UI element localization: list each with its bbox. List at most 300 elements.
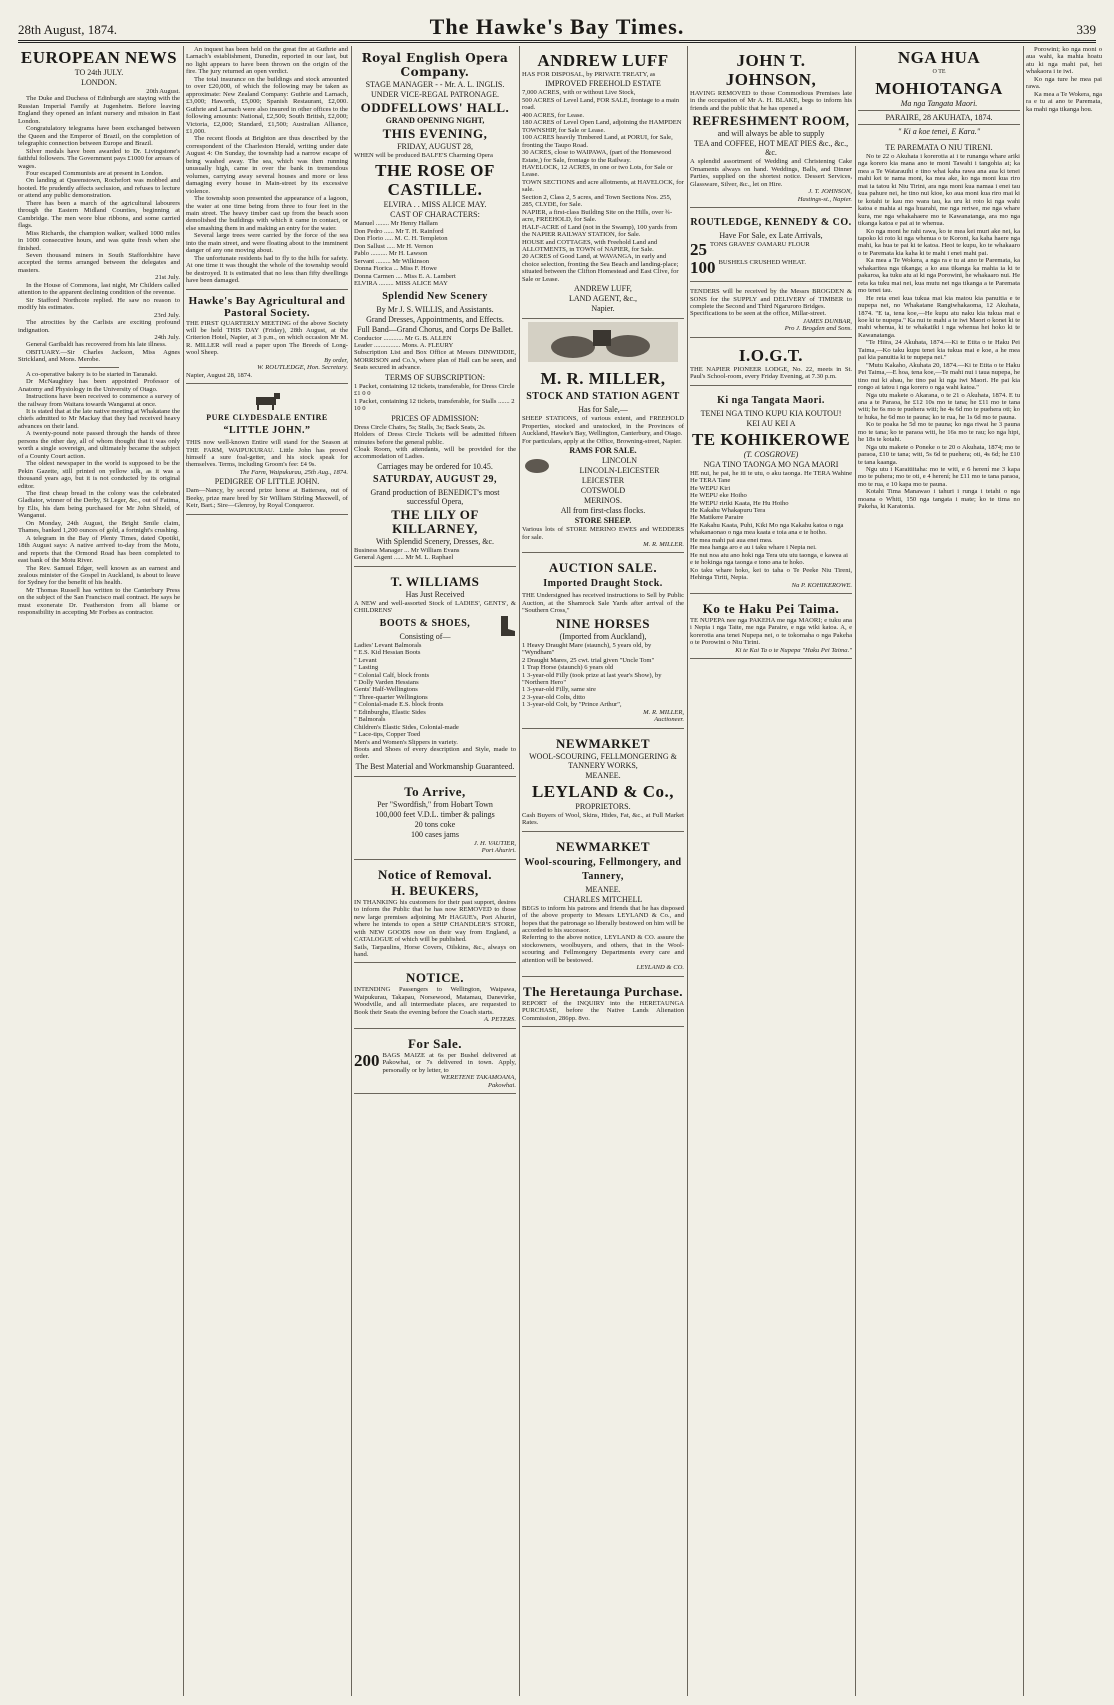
land-item: TOWN SECTIONS and acre allotments, at HAVELOCK, for sale. <box>522 178 684 194</box>
lead-role: ELVIRA . . MISS ALICE MAY. <box>383 200 487 210</box>
news-paragraph: No te 22 o Akuhata i korerotia ai i te runanga whare ariki nga korero kia mana ano te moni Tawahi i tangohia ai; ka mea a Te Watarauihi e tino whai kaha rawa ana aua ki tenei mahi kei te nama moni, ka mea ake, ko nga moni kua riro mai ia tatou ki Niu Tirini, ara nga moni kua namaa i enei tau kua pahure nei, he tino nui kioe, ko aua moni kua riro mai ki te kotahi te kau mo wara tau, ka uru ki roto ki nga wahi katoa e mahia ai nga huarahi, me nga reriwe, me nga whare kura, me nga whakahaere mo te Kawanatanga, ara mo nga tikanga katoa e pai ai te whenua. <box>858 153 1020 228</box>
goods-item: He nui noa atu ano hoki nga Tera utu utu taonga, e kawea ai e te hokinga nga taonga e tono ana te hoko. <box>690 551 848 567</box>
column-rule <box>351 46 352 1696</box>
has-for-sale: Has for Sale,— <box>578 405 628 415</box>
cast-heading: CAST OF CHARACTERS: <box>390 210 480 220</box>
ad-body: THE FIRST QUARTERLY MEETING of the above Society will be held THIS DAY (Friday), 28th August, at the Criterion Hotel, Napier, at 3 p.m., on which occasion Mr M. R. MILLER will read a paper upon The Breeds of Long-wool Sheep. <box>186 319 348 357</box>
performance-date: FRIDAY, AUGUST 28, <box>397 142 473 151</box>
news-paragraph: Four escaped Communists are at present in London. <box>26 169 164 177</box>
news-paragraph: Instructions have been received to commence a survey of the railway from Waitara towards Wanganui at once. <box>18 393 180 408</box>
goods-item: He Kakahu Whakapuru Tera <box>690 506 766 514</box>
ad-line: TENEI NGA TINO KUPU KIA KOUTOU! <box>700 408 842 418</box>
land-item: Section 2, Class 2, 5 acres, and Town Sections Nos. 255, 285, CLYDE, for Sale. <box>522 193 672 209</box>
divider <box>919 139 959 140</box>
divider <box>79 367 119 368</box>
ad-title: Notice of Removal. <box>377 866 493 882</box>
boot-icon <box>496 615 516 637</box>
ad-signature: Pro J. Brogden and Sons. <box>784 325 852 333</box>
news-paragraph: Sir Stafford Northcote replied. He saw no reason to modify his estimates. <box>18 296 180 312</box>
lot-item: 1 3-year-old Filly, same sire <box>522 686 596 694</box>
news-paragraph: The township soon presented the appearance of a lagoon, the water at one time being from three to four feet in the main street. The heavy timber cast up from the beach soon demolished the buildings with which it came in contact, or else smashing them in and making an entry for the water. <box>186 195 348 232</box>
merchant-name: T. WILLIAMS <box>390 573 480 589</box>
opera-title: THE ROSE OF CASTILLE. <box>375 161 495 200</box>
cargo-item: 100 cases jams <box>411 829 459 839</box>
cast-item: Don Florio ..... M. C. H. Templeton <box>354 235 448 243</box>
obituary: OBITUARY.—Sir Charles Jackson, Miss Agnes Strickland, and Mons. Merobe. <box>18 348 180 364</box>
lot-item: 2 Draught Mares, 25 cwt. trial given "Uncle Tom" <box>522 656 655 664</box>
stock-item: " Edinburghs, Elastic Sides <box>354 708 426 716</box>
land-item: HOUSE and COTTAGES, with Freehold Land and ALLOTMENTS, in TOWN of NAPIER, for Sale. <box>522 238 658 253</box>
cast-item: Don Sallust ..... Mr H. Vernon <box>354 242 434 250</box>
flocks-note: All from first-class flocks. <box>560 506 646 516</box>
goods-item: He mea hanga aro e au i taku whare i Nepia nei. <box>690 544 817 552</box>
ad-routledge <box>690 211 852 282</box>
section-subheading: TO 24th JULY. <box>74 68 124 77</box>
scenery-note: With Splendid Scenery, Dresses, &c. <box>375 536 495 546</box>
news-paragraph: Ka mea a Te Wokera, nga ra e tu ai ano te Paremata, ka mahi nga tikanga hou. <box>1026 90 1102 113</box>
ad-title: Ko te Haku Pei Taima. <box>702 600 840 616</box>
merchant-name: H. BEUKERS, <box>391 882 479 898</box>
news-paragraph: Seven thousand miners in South Staffordshire have accepted the terms arranged between the delegates and masters. <box>18 251 180 274</box>
news-paragraph: Kotahi Tima Manawao i tahuri i runga i tetahi o nga moana o Whiti, 150 nga tangata i mate; ko te tima no Pakeha, ki Karatonia. <box>858 488 1020 511</box>
ad-clydesdale <box>186 387 348 515</box>
terms-item: 1 Packet, containing 12 tickets, transferable, for Stalls ....... 2 10 0 <box>354 397 515 413</box>
dateline: 24th July. <box>154 333 180 341</box>
merchant-name: CHARLES MITCHELL <box>563 894 643 904</box>
merchant-name: M. R. MILLER, <box>540 369 666 389</box>
news-paragraph: The unfortunate residents had to fly to the hills for safety. At one time it was thought the whole of the township would be destroyed. It is estimated that no less than fifty dwellings have been damaged. <box>186 254 348 285</box>
lot-item: 1 Trap Horse (staunch) 6 years old <box>522 664 614 672</box>
ad-body: Specifications to be seen at the office, Millar-street. <box>690 310 827 318</box>
ad-newmarket-2 <box>522 835 684 977</box>
ad-body: THE NAPIER PIONEER LODGE, No. 22, meets in St. Paul's School-room, every Friday Evening, at 7.30 p.m. <box>690 365 852 381</box>
news-paragraph: An inquest has been held on the great fire at Guthrie and Larnach's establishment, Dunedin, reported in our last, but no light appears to have been thrown on the origin of the fire. The jury returned an open verdict. <box>186 46 348 76</box>
merchant-name: TE KOHIKEROWE <box>691 429 851 449</box>
ship: Per "Swordfish," from Hobart Town <box>377 799 493 809</box>
cast-list <box>354 220 516 287</box>
breed: COTSWOLD <box>580 486 626 496</box>
news-paragraph: The atrocities by the Carlists are exciting profound indignation. <box>18 319 180 334</box>
ad-date: Napier, August 28, 1874. <box>186 371 253 379</box>
news-paragraph: Miss Richards, the champion walker, walked 1000 miles in 1000 consecutive hours, and was quite fresh when she finished. <box>18 229 180 252</box>
ad-place: Pakowhai. <box>487 1081 516 1089</box>
land-item: 100 ACRES heavily Timbered Land, at PORUI, for Sale, fronting the Taupo Road. <box>522 134 673 149</box>
ad-footer: Boots and Shoes of every description and Style, made to order. <box>354 746 516 761</box>
scenery-by: By Mr J. S. WILLIS, and Assistants. <box>376 304 494 314</box>
refreshment-room: REFRESHMENT ROOM, <box>692 113 850 129</box>
ad-iogt <box>690 341 852 386</box>
lot-item: 2 3-year-old Colts, ditto <box>522 693 586 701</box>
ad-williams-boots <box>354 570 516 777</box>
news-paragraph: "Te Hiira, 24 Akuhata, 1874.—Ki te Etita o te Haku Pei Taima,—Ko taku kupu tenei kia tukua mai e koe, a he mea pai kia panuitia ki te nupepa nei." <box>858 339 1020 362</box>
news-paragraph: Silver medals have been awarded to Dr. Livingstone's faithful followers. The Government pays £1000 for arrears of wages. <box>18 147 180 170</box>
merchant-title: STOCK AND STATION AGENT <box>526 391 680 403</box>
goods-item: He Kakahu Kaata, Puhi, Kiki Mo nga Kakahu katoa o nga whakanaonao o nga mea kaata e toia ana e te hoiho. <box>690 521 844 537</box>
masthead <box>18 14 1096 43</box>
news-paragraph: Ko nga ture he mea pai rawa. <box>1026 75 1102 91</box>
stock-line <box>690 259 852 277</box>
ad-signature: M. R. MILLER, <box>643 708 684 716</box>
ad-body: HE nui, he pai, he iti te utu, o aku taonga. He TERA Wahine He TERA Tane <box>690 469 852 485</box>
stock-item: " Colonial-made E.S. block fronts <box>354 701 444 709</box>
ad-notice <box>354 966 516 1028</box>
breed: MERINOS. <box>583 496 622 506</box>
estate-heading: IMPROVED FREEHOLD ESTATE <box>545 79 661 89</box>
place-heading: LONDON. <box>81 78 117 87</box>
stock-description: BUSHELS CRUSHED WHEAT. <box>718 259 806 267</box>
leader: Leader ................ Mons. A. FLEURY <box>354 341 454 349</box>
news-paragraph: The total insurance on the buildings and stock amounted to over £20,000, of which the following may be taken as approximate: New Zealand Company: Guthrie and Larnach, £3,000; Haworth, £5,000; Spanish Restaurant, £2,000. Guthrie and Larnach were also insured in other offices to the following amounts: National, £2,500; South British, £2,000; Victoria, £2,000; Standard, £1,500; Australian Alliance, £1,000. <box>186 75 348 135</box>
ad-body: HAVING REMOVED to those Commodious Premises late in the occupation of Mr A. H. BLAKE, begs to inform his friends and the public that he has opened a <box>690 90 852 112</box>
pedigree-heading: PEDIGREE OF LITTLE JOHN. <box>214 477 320 487</box>
boots-heading: BOOTS & SHOES, <box>379 617 471 629</box>
news-paragraph: The recent floods at Brighton are thus described by the correspondent of the Charleston Herald, writing under date August 4: On Sunday, the township had a narrow escape of being washed away. The sea, which was then running unusually high, came in over the bank in tremendous volumes, carrying away several houses and more or less damaging every house in Main-street by its excessive violence. <box>186 135 348 195</box>
merchant-name: ANDREW LUFF <box>537 51 669 70</box>
opera-company: Royal English Opera Company. <box>361 51 509 79</box>
stock-item: Children's Elastic Sides, Colonial-made <box>354 723 459 731</box>
ad-subtitle: Imported Draught Stock. <box>543 578 663 590</box>
land-item: HALF-ACRE of Land (not in the Swamp), 100 yards from the NAPIER RAILWAY STATION, for Sale. <box>522 223 678 239</box>
land-item: 400 ACRES, for Lease. <box>522 111 585 119</box>
news-paragraph: He reta enei kua tukua mai kia matou kia panuitia e te nupepa nei, no Whakatane Rangiwhakaoma, 12 Akuhata, 1874. "E ta, tena koe,—He kupu atu naku kia tukua mai e koe ki te nupepa." Ka nui te mahi a te iwi Maori o konei ki te mahi whenua, ki te whakatiki i nga whenua hei hoko ki te Kawanatanga. <box>858 294 1020 339</box>
news-paragraph: Ngu utu i Karaitiitaha: mo te witi, e 6 herení me 3 kapa mo te puhera; mo te oti, e 4 herení; he £11 mo te tana paraoa, mo te rua, e 10 kapa mo te pauna. <box>858 466 1020 488</box>
dateline: 20th August. <box>146 88 180 95</box>
ad-agricultural-society <box>186 289 348 385</box>
ad-opera <box>354 46 516 567</box>
news-paragraph: The Rev. Samuel Edger, well known as an earnest and zealous minister of the Gospel in Auckland, is about to leave for Sydney for the benefit of his health. <box>18 564 180 587</box>
news-paragraph: Dr McNaughtey has been appointed Professor of Anatomy and Physiology in the University of Otago. <box>18 378 180 393</box>
imported: (Imported from Auckland), <box>559 631 647 641</box>
column-rule <box>687 46 688 1696</box>
cast-item: Donna Carmen .... Miss E. A. Lambert <box>354 272 456 280</box>
dresses: Grand Dresses, Appointments, and Effects. <box>366 314 504 324</box>
parliament-heading: TE PAREMATA O NIU TIRENI. <box>885 143 993 152</box>
ad-footer: Ko taku whare hoko, kei to taha o Te Peeke Niu Tireni, Hehinga Tiriti, Nepia. <box>690 566 852 582</box>
motto: " Ki a koe tenei, E Kara." <box>897 127 981 136</box>
goods-item: He Matikere Paraire <box>690 514 744 522</box>
breed: LINCOLN <box>601 456 638 466</box>
column-local-news <box>186 46 348 1696</box>
cloak-room: Cloak Room, with attendants, will be provided for the accommodation of Ladies. <box>354 445 516 461</box>
ad-body: For particulars, apply at the Office, Browning-street, Napier. <box>522 437 682 445</box>
cast-item: ELVIRA ......... MISS ALICE MAY <box>354 280 448 288</box>
ad-title: The Heretaunga Purchase. <box>523 983 683 999</box>
ad-signature: Ki te Kai Ta o te Nupepa "Haku Pei Taima." <box>735 646 852 654</box>
section-heading: EUROPEAN NEWS <box>20 48 178 67</box>
land-item: 20 ACRES of Good Land, at WAVANGA, in early and choice selection, fronting the Sea Beach and landing-place; situated between the Clifton Homestead and East Clive, for Sale or Lease. <box>522 253 679 283</box>
column-maori-news <box>858 46 1020 1696</box>
ad-heretaunga <box>522 980 684 1027</box>
news-paragraph: Nga utu makete o Poneke o te 20 o Akuhata, 1874; mo te paraoa, £10 te tana; witi, 5s 6d te puehera; oti, 4s 6d; he £10 te tana kaanga. <box>858 443 1020 466</box>
ad-newmarket <box>522 732 684 832</box>
breed: LEICESTER <box>581 476 625 486</box>
have-for-sale: Have For Sale, ex Late Arrivals, <box>719 231 823 241</box>
ad-title: For Sale. <box>407 1035 463 1051</box>
ad-to-arrive <box>354 780 516 860</box>
goods-item: He WEPU Kiri <box>690 484 731 492</box>
issue-date: 28th August, 1874. <box>18 22 117 37</box>
nine-horses: NINE HORSES <box>556 615 650 631</box>
page-number: 339 <box>1076 22 1096 37</box>
ad-miller <box>522 364 684 553</box>
ad-subtitle: Wool-scouring, Fellmongery, and Tannery, <box>524 856 682 882</box>
news-paragraph: On Monday, 24th August, the Bright Smile claim, Thames, banked 1,200 ounces of gold, a fortnight's crushing. <box>18 519 180 535</box>
ad-tenders <box>690 285 852 338</box>
ad-haku-pei-taima <box>690 597 852 659</box>
lot-item: 1 3-year-old Filly (took prize at last year's Show), by "Northern Hero" <box>522 671 662 687</box>
ad-signature: WERETENE TAKAMOANA, <box>440 1074 516 1082</box>
scenery: Splendid New Scenery <box>382 290 488 302</box>
news-paragraph: Several large trees were carried by the force of the sea into the main street, and were floating about to the imminent danger of any one moving about. <box>186 232 348 255</box>
ad-line: KEI AU KEI A <box>746 418 796 428</box>
stock-item: " Dolly Varden Hessians <box>354 678 419 686</box>
news-paragraph: "Mutu Kakaho, Akuhata 20, 1874.—Ki te Etita o te Haku Pei Taima,—E hoa, tena koe,—Te mahi nui i taua nupepa, he tino nui ki ahau, he tino pai ki nga iwi Maori. He pai kia rongo ai tatou i nga korero o nga wahi katoa." <box>858 361 1020 392</box>
stock-item: " Colonial Calf, block fronts <box>354 671 430 679</box>
ad-title: PURE CLYDESDALE ENTIRE <box>206 413 328 423</box>
guarantee: The Best Material and Workmanship Guaranteed. <box>355 761 515 771</box>
ad-signature: JAMES DUNBAR, <box>802 317 852 325</box>
stock-item: " Lasting <box>354 664 379 672</box>
ad-title: NEWMARKET <box>555 735 651 751</box>
news-paragraph: A co-operative bakery is to be started in Taranaki. <box>26 370 158 378</box>
goods-item: He mea mahi pai aua enei mea. <box>690 536 773 544</box>
ad-body: A NEW and well-assorted Stock of LADIES', GENTS', & CHILDRENS' <box>354 599 516 615</box>
ad-body: Cash Buyers of Wool, Skins, Hides, Fat, &c., at Full Market Rates. <box>522 811 684 827</box>
lot-item: 1 Heavy Draught Mare (staunch), 5 years old, by "Wyndham" <box>522 641 652 657</box>
ad-andrew-luff <box>522 46 684 319</box>
ad-title: Hawke's Bay Agricultural and Pastoral Society. <box>188 294 346 319</box>
column-opera-ads <box>354 46 516 1696</box>
ad-body: TENDERS will be received by the Messrs BROGDEN & SONS for the SUPPLY and DELIVERY of TIMBER to complete the Second and Third Ngaruroro Bridges. <box>690 288 852 310</box>
sheep-station-engraving <box>528 322 678 362</box>
land-item: 30 ACRES, close to WAIPAWA, (part of the Homewood Estate,) for Sale, frontage to the Railway. <box>522 149 672 164</box>
section-tagline: Ma nga Tangata Maori. <box>900 99 978 108</box>
column-rule <box>855 46 856 1696</box>
ad-johnson <box>690 46 852 208</box>
news-paragraph: Mr Thomas Russell has written to the Canterbury Press on the subject of the San Francisco mail contract. He says he must exonerate Dr. Featherston from all blame or responsibility in accepting Mr Forbes as contractor. <box>18 586 180 617</box>
ad-signature: By order, <box>324 356 348 364</box>
ad-title: NOTICE. <box>405 970 465 986</box>
news-paragraph: The Duke and Duchess of Edinburgh are staying with the Russian Imperial Family at Jugenheim. Before leaving England they opened an infant nursery and mission in East London. <box>18 95 180 125</box>
stock-quantity: 25 <box>690 241 707 260</box>
lot-item: 1 3-year-old Colt, by "Prince Arthur", <box>522 701 622 709</box>
ad-title: Ki nga Tangata Maori. <box>717 394 825 406</box>
ad-signature: J. T. JOHNSON, <box>808 188 852 196</box>
terms-item: 1 Packet, containing 12 tickets, transferable, for Dress Circle £1 0 0 <box>354 382 515 398</box>
news-paragraph: Ko nga moni he rahi rawa, ko te mea kei muri ake nei, ka tapoko ki roto ki nga whenua o te Koroni, ka kaha haere nga mahi, ka hua te pai ki te katoa. Heoi te kupu, ko te whakaaro o te Paremata kia kaha ki te mahi i enei mahi pai. <box>858 227 1020 257</box>
issue-date-maori: PARAIRE, 28 AKUHATA, 1874. <box>885 113 993 122</box>
section-subheading: O TE <box>932 69 946 75</box>
goods-item: He WEPU eke Hoiho <box>690 492 747 500</box>
cast-item: Don Pedro ...... Mr T. H. Rainford <box>354 227 444 235</box>
news-paragraph: General Garibaldi has recovered from his late illness. <box>26 341 167 349</box>
terms-heading: TERMS OF SUBSCRIPTION: <box>384 372 486 382</box>
column-european-news <box>18 46 180 1696</box>
goods-item: He WEPU ririki Kaata, He Hu Hoiho <box>690 499 789 507</box>
prices: Dress Circle Chairs, 5s; Stalls, 3s; Back Seats, 2s. <box>354 423 486 431</box>
supply: and will always be able to supply <box>717 129 825 139</box>
ad-title: NEWMARKET <box>555 838 651 854</box>
news-paragraph: Nga utu makete o Akarana, o te 21 o Akuhata, 1874. E tu ana a te Paraoa, he £12 10s mo te tana; he £11 mo te tana witi; he 6s mo te puehera witi; he 4s 6d mo te puehera oti; ko te huka, he 6d mo te pauna; ko te rua, he 1s 6d mo te pauna. <box>858 391 1020 421</box>
stock-item: " Levant <box>354 656 377 664</box>
ad-signature: J. H. VAUTIER, <box>473 839 516 847</box>
cast-item: Servant ......... Mr Wilkinson <box>354 257 430 265</box>
column-rule <box>519 46 520 1696</box>
divider <box>858 124 1020 125</box>
evening: THIS EVENING, <box>382 126 488 141</box>
ad-role: LAND AGENT, &c., <box>568 294 638 304</box>
dateline: 23rd July. <box>154 311 180 319</box>
ad-role: Auctioneer. <box>654 716 684 724</box>
column-maori-news-continued <box>1026 46 1102 1696</box>
column-trade-ads <box>690 46 852 1696</box>
ad-line: NGA TINO TAONGA MO NGA MAORI <box>703 459 839 469</box>
grand-production: Grand production of BENEDICT's most successful Opera, <box>370 487 500 506</box>
column-rule <box>183 46 184 1696</box>
ram-icon <box>522 456 552 476</box>
ad-body: Sails, Tarpaulins, Horse Covers, Oilskins, &c., always on hand. <box>354 943 516 959</box>
ad-body: THIS now well-known Entire will stand for the Season at THE FARM, WAIPUKURAU. Little John has proved himself a sure foal-getter, and his stock speak for themselves. Terms, including Groom's fee: £4 9s. <box>186 439 348 469</box>
cargo-item: 20 tons coke <box>414 819 456 829</box>
business-manager: Business Manager ... Mr William Evans <box>354 546 460 554</box>
received: Has Just Received <box>405 589 465 599</box>
band: Full Band—Grand Chorus, and Corps De Ballet. <box>357 324 513 334</box>
news-paragraph: The oldest newspaper in the world is supposed to be the Pekin Gazette, still printed on yellow silk, as it was a thousand years ago, but it is not conducted by its original editor. <box>18 460 180 490</box>
horse-name: “LITTLE JOHN.” <box>223 425 311 437</box>
store-sheep-heading: STORE SHEEP. <box>574 516 632 526</box>
stock-item: Gents' Half-Wellingtons <box>354 686 418 694</box>
ad-body: WHEN will be produced BALFE'S Charming Opera <box>354 152 493 159</box>
news-paragraph: On landing at Queenstown, Rochefort was mobbed and hooted. He prudently affects seclusion, and refuses to lecture or attend any public demonstration. <box>18 177 180 200</box>
ad-title: I.O.G.T. <box>738 345 804 365</box>
merchant-name: ROUTLEDGE, KENNEDY & CO. <box>690 217 852 229</box>
conductor: Conductor ............ Mr G. B. ALLEN <box>354 334 452 342</box>
stock-item: " Balmorals <box>354 716 386 724</box>
section-title: MOHIOTANGA <box>875 79 1003 98</box>
ad-title: AUCTION SALE. <box>548 560 658 576</box>
consisting: Consisting of— <box>399 631 451 641</box>
ad-removal <box>354 863 516 964</box>
cast-item: Pablo .......... Mr H. Lawson <box>354 250 428 258</box>
land-item: HAVELOCK, 12 ACRES, in one or two Lots, for Sale or Lease. <box>522 163 673 179</box>
ad-body: A splendid assortment of Wedding and Christening Cake Ornaments always on hand. Weddings, Balls, and Dinner Parties, supplied on the shortest notice. Dessert Services, Glassware, Silver, &c., let on Hire. <box>690 158 852 188</box>
ad-for-sale <box>354 1032 516 1094</box>
rams-heading: RAMS FOR SALE. <box>569 446 637 456</box>
holders: Holders of Dress Circle Tickets will be admitted fifteen minutes before the general public. <box>354 431 516 446</box>
news-paragraph: In the House of Commons, last night, Mr Childers called attention to the apparent declining condition of the revenue. <box>18 281 180 297</box>
land-item: 180 ACRES of Level Open Land, adjoining the HAMPDEN TOWNSHIP, for Sale or Lease. <box>522 119 682 134</box>
opera-title-2: THE LILY OF KILLARNEY, <box>391 506 479 536</box>
opening-night: GRAND OPENING NIGHT, <box>385 116 485 125</box>
breed: LINCOLN-LEICESTER <box>579 466 660 476</box>
news-paragraph: It is stated that at the late native meeting at Whakatane the chiefs admitted to Mr Mackay that they had received heavy advances on their land. <box>18 408 180 430</box>
ad-body: INTENDING Passengers to Wellington, Waipawa, Waipukurau, Takapau, Norsewood, Matamau, Danevirke, Woodville, and all intermediate places, are requested to Book their Seats the evening before the Coach starts. <box>354 986 516 1016</box>
ad-place: MEANEE. <box>585 770 621 780</box>
ad-place: Napier. <box>591 304 615 314</box>
stock-item: " E.S. Kid Hessian Boots <box>354 649 421 657</box>
carriages: Carriages may be ordered for 10.45. <box>377 461 493 471</box>
ad-body: BEGS to inform his patrons and friends that he has disposed of the above property to Messrs LEYLAND & Co., and hopes that the patronage so liberally bestowed on him will be accorded to his successor. <box>522 904 684 935</box>
land-item: 7,000 ACRES, with or without Live Stock, <box>522 89 636 97</box>
ad-place: Port Ahuriri. <box>481 847 516 855</box>
news-paragraph: There has been a march of the agricultural labourers through the Eastern Midland Counties, beginning at Cambridge. The men wore blue ribbons, and some carried flags. <box>18 199 180 230</box>
news-paragraph: Porowini; ko nga moni o aua wahi, ka mahia hoatu atu ki nga mahi pai, hei whakaora i te iwi. <box>1026 46 1102 76</box>
ad-body: SHEEP STATIONS, of various extent, and FREEHOLD Properties, stocked and unstocked, in the Provinces of Auckland, Hawke's Bay, Wellington, Canterbury, and Otago. <box>522 415 684 438</box>
divider <box>858 110 1020 111</box>
news-paragraph: The first cheap bread in the colony was the celebrated Gladiator, winner of the Derby, St Leger, &c., out of Fatima, by Elis, his dam being purchased for Mr John Shield, of Wanganui. <box>18 490 180 520</box>
stock-item: Ladies' Levant Balmorals <box>354 641 422 649</box>
cast-item: Donna Fiorica ... Miss F. Howe <box>354 265 437 273</box>
stock-item: " Three-quarter Wellingtons <box>354 693 428 701</box>
news-paragraph: A telegram in the Bay of Plenty Times, dated Opotiki, 18th August says: A native arrived to-day from the Motu, and reports that the Ormond Road has been completed to east bank of the Motu River. <box>18 534 180 565</box>
ad-signature: Na P. KOHIKEROWE. <box>791 581 852 589</box>
subscription: Subscription List and Box Office at Messrs DINWIDDIE, MORRISON and Co.'s, where plan of Hall can be seen, and Seats secured in advance. <box>354 349 516 372</box>
stock-quantity: 100 <box>690 259 716 278</box>
ad-body: TE NUPEPA nee nga PAKEHA me nga MAORI; e tuku ana i Nepia i nga Taite, me nga Paraire, e nga wiki katoa. A, e korerotia ana tenei Nupepa nei, o te tokomaha o nga Pakeha o te Porowini o Niu Tirini. <box>690 616 852 647</box>
ad-signature: W. ROUTLEDGE, Hon. Secretary. <box>257 364 348 372</box>
cast-item: Manuel ........ Mr Henry Hallam <box>354 220 438 228</box>
patronage: UNDER VICE-REGAL PATRONAGE. <box>371 90 499 99</box>
merchant-name: JOHN T. JOHNSON, <box>725 51 817 89</box>
dateline: 21st July. <box>155 274 180 282</box>
saturday: SATURDAY, AUGUST 29, <box>373 473 497 485</box>
tea-coffee: TEA and COFFEE, HOT MEAT PIES &c., &c., &c. <box>693 139 849 158</box>
merchant-alias: (T. COSGROVE) <box>743 449 799 459</box>
ad-body: BAGS MAIZE at 6s per Bushel delivered at Pakowhai, or 7s delivered in town. Apply, personally or by letter, to <box>382 1051 516 1074</box>
column-land-ads <box>522 46 684 1696</box>
news-paragraph: Congratulatory telegrams have been exchanged between the Queen and the Emperor of Brazil, on the completion of telegraphic connection between Europe and Brazil. <box>18 125 180 148</box>
ad-place: Hastings-st., Napier. <box>797 195 852 203</box>
ad-signature: M. R. MILLER. <box>643 540 684 548</box>
pedigree-body: Dam—Nancy, by second prize horse at Battersea, out of Beeky, prize mare bred by Sir William Stirling Maxwell, of Keir, Bart.; Sire—Glenroy, by Royal Conqueror. <box>186 487 348 510</box>
stock-line <box>690 241 852 259</box>
ad-kohikerowe <box>690 389 852 594</box>
ad-signature: A. PETERS. <box>483 1016 516 1024</box>
ad-body: REPORT of the INQUIRY into the HERETAUNGA PURCHASE, before the Native Lands Alienation Commission, 286pp. 8vo. <box>522 999 684 1022</box>
horse-icon <box>250 391 284 411</box>
ad-body: Various lots of STORE MERINO EWES and WEDDERS for sale. <box>522 526 684 541</box>
cargo-item: 100,000 feet V.D.L. timber & palings <box>375 809 495 819</box>
ad-place: MEANEE. <box>585 884 621 894</box>
news-paragraph: A twenty-pound note passed through the hands of three persons the other day, all of whom thought that it was only worth a single sovereign, and ultimately became the subject of a County Court action. <box>18 430 180 460</box>
stock-item: Men's and Women's Slippers in variety. <box>354 738 458 746</box>
ad-body: IN THANKING his customers for their past support, desires to inform the Public that he has now REMOVED to those new large premises adjoining Mr HAGUE's, Port Ahuriri, where he intends to open a SHIP CHANDLER'S STORE, with NEW GOODS now on their way from England, a CATALOGUE of which will be published. <box>354 898 516 944</box>
proprietors: PROPRIETORS. <box>575 801 631 811</box>
ad-signature: The Farm, Waipukurau, 25th Aug., 1874. <box>239 468 348 476</box>
venue: ODDFELLOWS' HALL. <box>360 100 510 115</box>
column-rule <box>1023 46 1024 1696</box>
sale-quantity: 200 <box>354 1050 380 1070</box>
firm-name: LEYLAND & Co., <box>531 781 675 801</box>
land-item: 500 ACRES of Level Land, FOR SALE, frontage to a main road. <box>522 96 680 112</box>
news-paragraph: Ko te poaka he 5d mo te pauna; ko nga riwai he 3 pauna mo te tana; ko te paraoa witi, he 16s mo te rau; ko nga hipi, he 18s te kotahi. <box>858 421 1020 444</box>
general-agent: General Agent ...... Mr M. L. Raphael <box>354 554 454 562</box>
ad-signature: ANDREW LUFF, <box>574 284 632 294</box>
ad-body: Referring to the above notice, LEYLAND & CO. assure the stockowners, woolbuyers, and others, that in the Wool-scouring and Fellmongery Departments every care and attention will be bestowed. <box>522 934 684 964</box>
ad-auction <box>522 556 684 728</box>
section-heading: NGA HUA <box>897 48 981 67</box>
stock-description: TONS GRAVES' OAMARU FLOUR <box>710 241 810 249</box>
stage-manager: STAGE MANAGER - - Mr. A. L. INGLIS. <box>365 80 505 89</box>
news-paragraph: Ka mea a Te Wokera, a nga ra e tu ai ano te Paremata, ka whakaritea nga tikanga; a ko aua tikanga ka mahia ia ki te pakaroa, ka tuku atu ai ki nga Porowini, he whakaaro nui. He reta ka tuku mai nei, kua mutu nei nga tikanga a te Paremata mo tenei tau. <box>858 257 1020 295</box>
prices-heading: PRICES OF ADMISSION: <box>391 413 479 423</box>
newspaper-title: The Hawke's Bay Times. <box>429 14 685 39</box>
stock-item: " Lace-tips, Copper Toed <box>354 731 421 739</box>
ad-signature: LEYLAND & CO. <box>636 964 684 972</box>
ad-body: HAS FOR DISPOSAL, by PRIVATE TREATY, as <box>522 71 656 78</box>
ad-title: To Arrive, <box>404 783 466 799</box>
ad-body: THE Undersigned has received instructions to Sell by Public Auction, at the Shamrock Sale Yards after arrival of the "Southern Cross," <box>522 592 684 615</box>
